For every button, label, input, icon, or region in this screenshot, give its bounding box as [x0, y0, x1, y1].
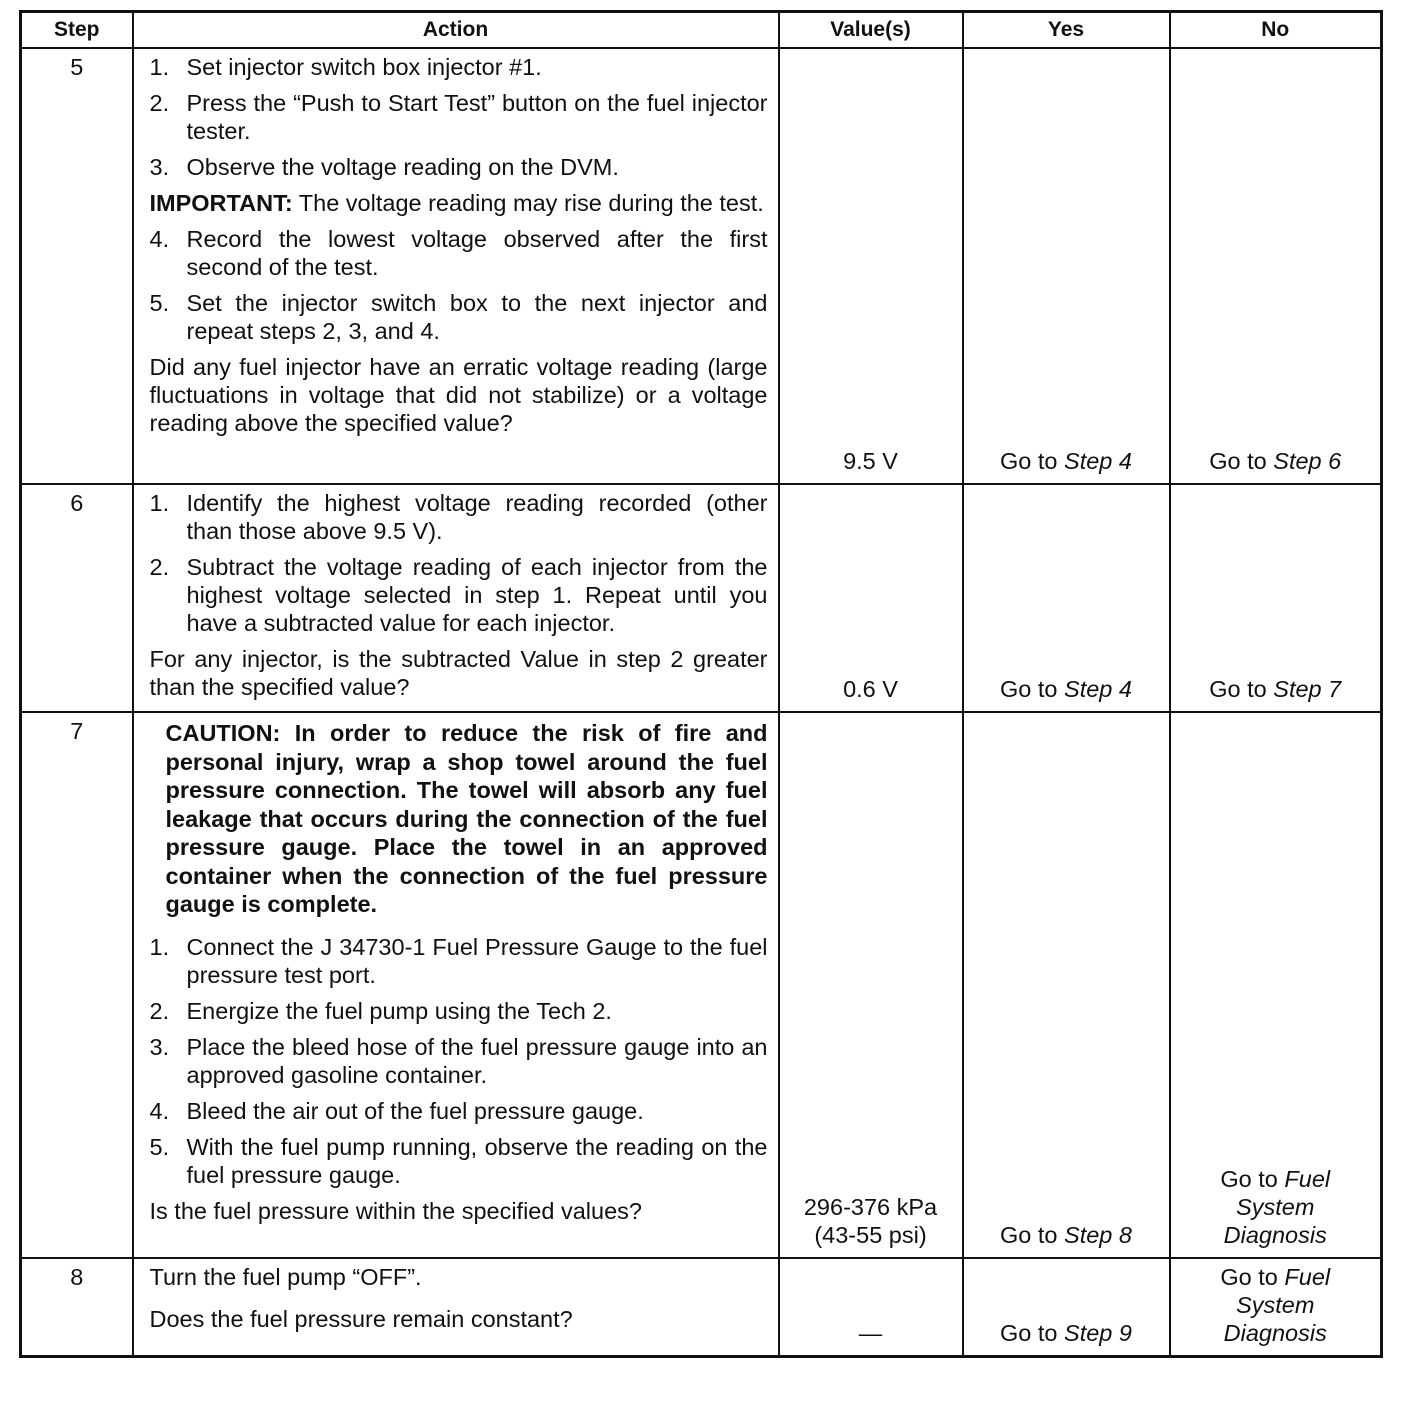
yes-cell: [963, 48, 1170, 484]
item-number: 2.: [149, 90, 170, 116]
question-text: Is the fuel pressure within the specified values?: [149, 1197, 642, 1224]
step-number: 6: [21, 484, 133, 712]
yes-prefix: Go to: [1000, 676, 1065, 702]
list-item: [150, 997, 768, 1025]
item-number: 1.: [149, 54, 170, 80]
header-row: [21, 12, 1382, 49]
no-link[interactable]: System: [1236, 1194, 1315, 1220]
important-label: IMPORTANT:: [149, 190, 293, 216]
action-cell: [133, 48, 779, 484]
yes-prefix: Go to: [1000, 1222, 1065, 1248]
item-number: 1.: [149, 490, 170, 516]
item-number: 2.: [149, 554, 170, 580]
item-number: 3.: [149, 1033, 170, 1060]
item-text: Place the bleed hose of the fuel pressure gauge into an approved gasoline container.: [186, 1033, 768, 1088]
item-text: Bleed the air out of the fuel pressure gauge.: [186, 1097, 644, 1124]
list-item: [150, 1097, 768, 1125]
no-link[interactable]: Diagnosis: [1223, 1319, 1327, 1346]
no-link[interactable]: System: [1236, 1291, 1315, 1318]
value-cell: 0.6 V: [779, 484, 963, 712]
no-link[interactable]: Diagnosis: [1223, 1222, 1327, 1248]
list-item: [150, 553, 768, 637]
item-number: 5.: [149, 290, 170, 316]
value-line-1: 296-376 kPa: [803, 1194, 938, 1220]
list-item: [150, 1133, 768, 1189]
item-text: Press the “Push to Start Test” button on the fuel injector tester.: [186, 90, 768, 144]
yes-cell: [963, 712, 1170, 1258]
list-item: [150, 89, 768, 145]
question-text: For any injector, is the subtracted Value in step 2 greater than the specified value?: [149, 646, 768, 700]
yes-link[interactable]: Step 4: [1064, 676, 1132, 702]
no-cell: [1170, 484, 1382, 712]
no-cell: [1170, 712, 1382, 1258]
action-cell: [133, 712, 779, 1258]
important-text: The voltage reading may rise during the test.: [292, 190, 764, 216]
yes-cell: [963, 484, 1170, 712]
item-text: With the fuel pump running, observe the reading on the fuel pressure gauge.: [186, 1133, 768, 1188]
important-note: [150, 189, 768, 217]
item-text: Observe the voltage reading on the DVM.: [186, 154, 619, 180]
diagnostic-table: [19, 10, 1383, 1358]
step-number: 8: [21, 1258, 133, 1356]
no-link[interactable]: Fuel: [1284, 1166, 1331, 1192]
item-text: Set the injector switch box to the next injector and repeat steps 2, 3, and 4.: [186, 290, 768, 344]
no-link[interactable]: Fuel: [1284, 1263, 1331, 1290]
list-item: [150, 53, 768, 81]
no-link[interactable]: Step 6: [1273, 448, 1342, 474]
caution-note: CAUTION: In order to reduce the risk of fire and personal injury, wrap a shop towel around the fuel pressure connection. The towel will absorb any fuel leakage that occurs during the connection of the fuel pressure gauge. Place the towel in an approved container when the connection of the fuel pressure gauge is complete.: [165, 720, 768, 917]
item-text: Connect the J 34730-1 Fuel Pressure Gauge to the fuel pressure test port.: [186, 933, 768, 988]
instruction-text: Turn the fuel pump “OFF”.: [149, 1264, 422, 1290]
header-action: Action: [133, 12, 779, 49]
yes-prefix: Go to: [1000, 1319, 1065, 1346]
list-item: [150, 225, 768, 281]
no-prefix: Go to: [1209, 676, 1274, 702]
yes-prefix: Go to: [1000, 448, 1065, 474]
value-cell: [779, 712, 963, 1258]
action-cell: [133, 1258, 779, 1356]
item-text: Identify the highest voltage reading recorded (other than those above 9.5 V).: [186, 490, 768, 544]
item-text: Set injector switch box injector #1.: [186, 54, 542, 80]
list-item: [150, 933, 768, 989]
step-number: 7: [21, 712, 133, 1258]
question-text: Did any fuel injector have an erratic voltage reading (large fluctuations in voltage that did not stabilize) or a voltage reading above the specified value?: [149, 354, 768, 436]
list-item: [150, 489, 768, 545]
value-line-2: (43-55 psi): [814, 1222, 927, 1248]
table-row-step-8: [21, 1258, 1382, 1356]
header-no: No: [1170, 12, 1382, 49]
list-item: [150, 153, 768, 181]
item-number: 1.: [149, 933, 170, 960]
header-values: Value(s): [779, 12, 963, 49]
yes-link[interactable]: Step 8: [1064, 1222, 1132, 1248]
item-number: 5.: [149, 1133, 170, 1160]
action-cell: [133, 484, 779, 712]
item-number: 2.: [149, 997, 170, 1024]
header-yes: Yes: [963, 12, 1170, 49]
value-cell: 9.5 V: [779, 48, 963, 484]
no-cell: [1170, 48, 1382, 484]
table-row-step-7: [21, 712, 1382, 1258]
item-text: Subtract the voltage reading of each injector from the highest voltage selected in step 1. Repeat until you have a subtracted value for each injector.: [186, 554, 768, 636]
question-text: Does the fuel pressure remain constant?: [149, 1306, 573, 1332]
list-item: [150, 1033, 768, 1089]
step-number: 5: [21, 48, 133, 484]
no-prefix: Go to: [1220, 1166, 1285, 1192]
list-item: [150, 289, 768, 345]
no-prefix: Go to: [1220, 1263, 1285, 1290]
no-link[interactable]: Step 7: [1273, 676, 1342, 702]
item-number: 4.: [149, 226, 170, 252]
no-prefix: Go to: [1209, 448, 1274, 474]
yes-cell: [963, 1258, 1170, 1356]
table-row-step-5: [21, 48, 1382, 484]
yes-link[interactable]: Step 9: [1064, 1319, 1132, 1346]
item-text: Energize the fuel pump using the Tech 2.: [186, 997, 612, 1024]
no-cell: [1170, 1258, 1382, 1356]
item-text: Record the lowest voltage observed after the first second of the test.: [186, 226, 768, 280]
value-cell: —: [779, 1258, 963, 1356]
table-row-step-6: [21, 484, 1382, 712]
item-number: 4.: [149, 1097, 170, 1124]
yes-link[interactable]: Step 4: [1064, 448, 1132, 474]
item-number: 3.: [149, 154, 170, 180]
header-step: Step: [21, 12, 133, 49]
